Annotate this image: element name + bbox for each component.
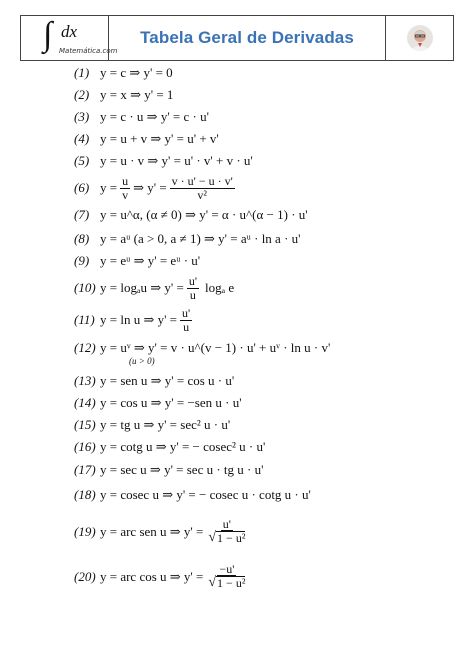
fraction [170, 175, 235, 201]
formula-row [74, 62, 173, 84]
formula-expression: y = u^α, (α ≠ 0) ⇒ y' = α · u^(α − 1) · u' [100, 207, 308, 222]
fraction-numerator: u [122, 173, 129, 188]
fraction-denominator: u [189, 287, 196, 302]
formula-number: (18) [74, 487, 96, 502]
formula-expression: y = cosec u ⇒ y' = − cosec u · cotg u · u' [100, 487, 311, 502]
formula-number: (4) [74, 131, 90, 146]
formula-row [74, 515, 250, 549]
formula-lhs: y = ln u ⇒ y' = [100, 312, 178, 327]
formula-lhs: y = [100, 180, 118, 195]
formula-number: (10) [74, 280, 96, 295]
formula-number: (14) [74, 395, 96, 410]
fraction [180, 307, 192, 333]
formula-number: (13) [74, 373, 96, 388]
formula-number: (5) [74, 153, 90, 168]
formula-row [74, 204, 308, 226]
formula-expression: y = cotg u ⇒ y' = − cosec² u · u' [100, 439, 266, 454]
formula-expression: y = uᵛ ⇒ y' = v · u^(v − 1) · u' + uᵛ · ln u · v' [100, 340, 331, 355]
fraction-denominator: u [183, 319, 190, 334]
formula-number: (9) [74, 253, 90, 268]
square-root [206, 531, 247, 546]
formula-expression: y = u · v ⇒ y' = u' · v' + v · u' [100, 153, 253, 168]
formula-expression: y = aᵘ (a > 0, a ≠ 1) ⇒ y' = aᵘ · ln a · u' [100, 231, 301, 246]
fraction-numerator: u' [188, 273, 197, 288]
fraction [120, 175, 130, 201]
formula-number: (7) [74, 207, 90, 222]
logo-integral-glyph: ∫ [43, 16, 53, 53]
formula-number: (12) [74, 340, 96, 355]
formula-expression: y = c ⇒ y' = 0 [100, 65, 173, 80]
formula-row [74, 106, 209, 128]
formula-row [74, 436, 265, 458]
formula-number: (16) [74, 439, 96, 454]
fraction [206, 563, 247, 591]
formula-number: (11) [74, 312, 95, 327]
formula-row [74, 174, 238, 202]
formula-number: (20) [74, 569, 96, 584]
formula-condition: (u > 0) [129, 356, 155, 366]
formula-row [74, 560, 250, 594]
formula-number: (6) [74, 180, 90, 195]
logo-dx-text: dx [61, 22, 78, 41]
formula-expression: y = u + v ⇒ y' = u' + v' [100, 131, 219, 146]
formula-number: (19) [74, 524, 96, 539]
formula-number: (8) [74, 231, 90, 246]
formula-row [74, 274, 234, 302]
radical-argument: 1 − u² [217, 576, 246, 591]
formula-row [74, 392, 242, 414]
formula-number: (17) [74, 462, 96, 477]
formula-number: (15) [74, 417, 96, 432]
formula-expression: y = cos u ⇒ y' = −sen u · u' [100, 395, 242, 410]
formula-lhs: y = arc cos u ⇒ y' = [100, 569, 204, 584]
formula-row [74, 370, 234, 392]
formula-row [74, 128, 219, 150]
formula-lhs: y = arc sen u ⇒ y' = [100, 524, 204, 539]
formula-expression: y = x ⇒ y' = 1 [100, 87, 174, 102]
formula-row [74, 337, 331, 366]
formula-tail: logₐ e [205, 280, 235, 295]
formula-expression: y = sec u ⇒ y' = sec u · tg u · u' [100, 462, 264, 477]
formula-row [74, 306, 195, 334]
formula-number: (2) [74, 87, 90, 102]
formula-row [74, 250, 200, 272]
formula-expression: y = c · u ⇒ y' = c · u' [100, 109, 209, 124]
fraction-numerator: u' [222, 516, 231, 531]
radical-argument: 1 − u² [217, 531, 246, 546]
formula-row [74, 150, 253, 172]
formula-row [74, 84, 173, 106]
fraction-denominator: v [122, 187, 129, 202]
fraction-numerator: v · u' − u · v' [171, 173, 233, 188]
formula-expression: y = tg u ⇒ y' = sec² u · u' [100, 417, 231, 432]
page-title: Tabela Geral de Derivadas [140, 28, 354, 47]
formula-number: (3) [74, 109, 90, 124]
logo-subtitle: Matemática.com [59, 47, 118, 55]
fraction-denominator: v² [197, 187, 208, 202]
formula-row [74, 459, 263, 481]
square-root [206, 576, 247, 591]
formula-expression: y = sen u ⇒ y' = cos u · u' [100, 373, 235, 388]
formula-expression: y = eᵘ ⇒ y' = eᵘ · u' [100, 253, 201, 268]
fraction [187, 275, 199, 301]
fraction-numerator: u' [182, 305, 191, 320]
formula-row [74, 228, 301, 250]
fraction-numerator: −u' [219, 561, 235, 576]
formula-number: (1) [74, 65, 90, 80]
formula-implies: ⇒ y' = [133, 180, 167, 195]
radical-sign: √ [208, 530, 217, 546]
fraction [206, 518, 247, 546]
formula-row [74, 414, 230, 436]
radical-sign: √ [208, 575, 217, 591]
formula-lhs: y = logₐu ⇒ y' = [100, 280, 184, 295]
formula-row [74, 484, 311, 506]
